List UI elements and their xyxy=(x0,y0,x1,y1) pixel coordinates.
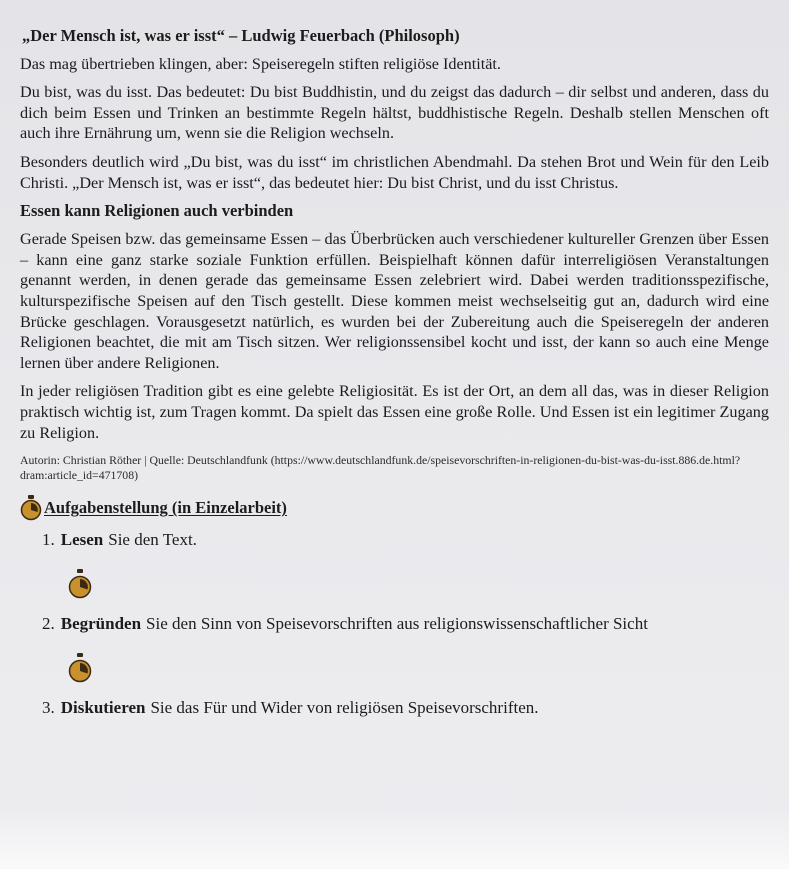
task-text: Sie den Text. xyxy=(108,530,197,550)
section-heading: Essen kann Religionen auch verbinden xyxy=(20,201,294,221)
task-number: 2. xyxy=(42,614,55,634)
source-citation: Autorin: Christian Röther | Quelle: Deutschlandfunk (https://www.deutschlandfunk.de/speisevorschriften-in-religionen-du-bist-was-du-isst.886.de.html?dram:article_id=471708) xyxy=(20,453,741,483)
task-text: Sie das Für und Wider von religiösen Speisevorschriften. xyxy=(150,698,539,718)
timer-icon xyxy=(20,495,42,521)
task-number: 3. xyxy=(42,698,55,718)
task-timer-row xyxy=(20,639,769,697)
timer-icon xyxy=(68,569,92,599)
task-verb: Diskutieren xyxy=(60,698,146,718)
task-verb: Lesen xyxy=(60,530,104,550)
task-number: 1. xyxy=(42,530,55,550)
task-item-1 xyxy=(20,529,769,551)
task-text: Sie den Sinn von Speisevorschriften aus religionswissenschaftlicher Sicht xyxy=(146,614,648,634)
paragraph-connecting: Gerade Speisen bzw. das gemeinsame Essen – das Überbrücken auch verschiedener kultureller Grenzen über Essen – kann eine ganz starke soziale Funktion erfüllen. Beispielhaft können dafür interreligiösen Veranstaltungen genannt werden, in denen gerade das gemeinsame Essen zelebriert wird. Dabei werden traditionsspezifische, kulturspezifische Speisen auf den Tisch gestellt. Diese kommen meist wechselseitig gut an, dadurch wird eine Brücke geschlagen. Vorausgesetzt natürlich, es wurden bei der Zubereitung auch die Speiseregeln der anderen Religionen beachtet, die mit am Tisch sitzen. Wer religionssensibel kocht und isst, der kann so auch eine Menge lernen über andere Religionen. xyxy=(20,230,769,372)
paragraph-communion: Besonders deutlich wird „Du bist, was du isst“ im christlichen Abendmahl. Da stehen Brot und Wein für den Leib Christi. „Der Mensch ist, was er isst“, das bedeutet hier: Du bist Christ, und du isst Christus. xyxy=(20,152,769,192)
task-list xyxy=(20,529,769,719)
task-item-3 xyxy=(20,697,769,719)
task-item-2 xyxy=(20,613,769,635)
paragraph-religiosity: In jeder religiösen Tradition gibt es eine gelebte Religiosität. Es ist der Ort, an dem all das, was in dieser Religion praktisch wichtig ist, zum Tragen kommt. Da spielt das Essen eine große Rolle. Und Essen ist ein legitimer Zugang zu Religion. xyxy=(20,382,769,442)
task-verb: Begründen xyxy=(60,614,142,634)
intro-paragraph: Das mag übertrieben klingen, aber: Speiseregeln stiften religiöse Identität. xyxy=(20,54,501,73)
paragraph-buddhism: Du bist, was du isst. Das bedeutet: Du bist Buddhistin, und du zeigst das dadurch – dir selbst und anderen, dass du dich beim Essen und Trinken an bestimmte Regeln hältst, buddhistische Regeln. Deshalb stellen Menschen oft auch ihre Ernährung um, wenn sie die Religion wechseln. xyxy=(20,83,769,143)
task-heading-row xyxy=(20,495,769,521)
timer-icon xyxy=(68,653,92,683)
task-timer-row xyxy=(20,555,769,613)
quote-title: „Der Mensch ist, was er isst“ – Ludwig Feuerbach (Philosoph) xyxy=(22,26,460,45)
task-heading: Aufgabenstellung (in Einzelarbeit) xyxy=(44,498,287,518)
